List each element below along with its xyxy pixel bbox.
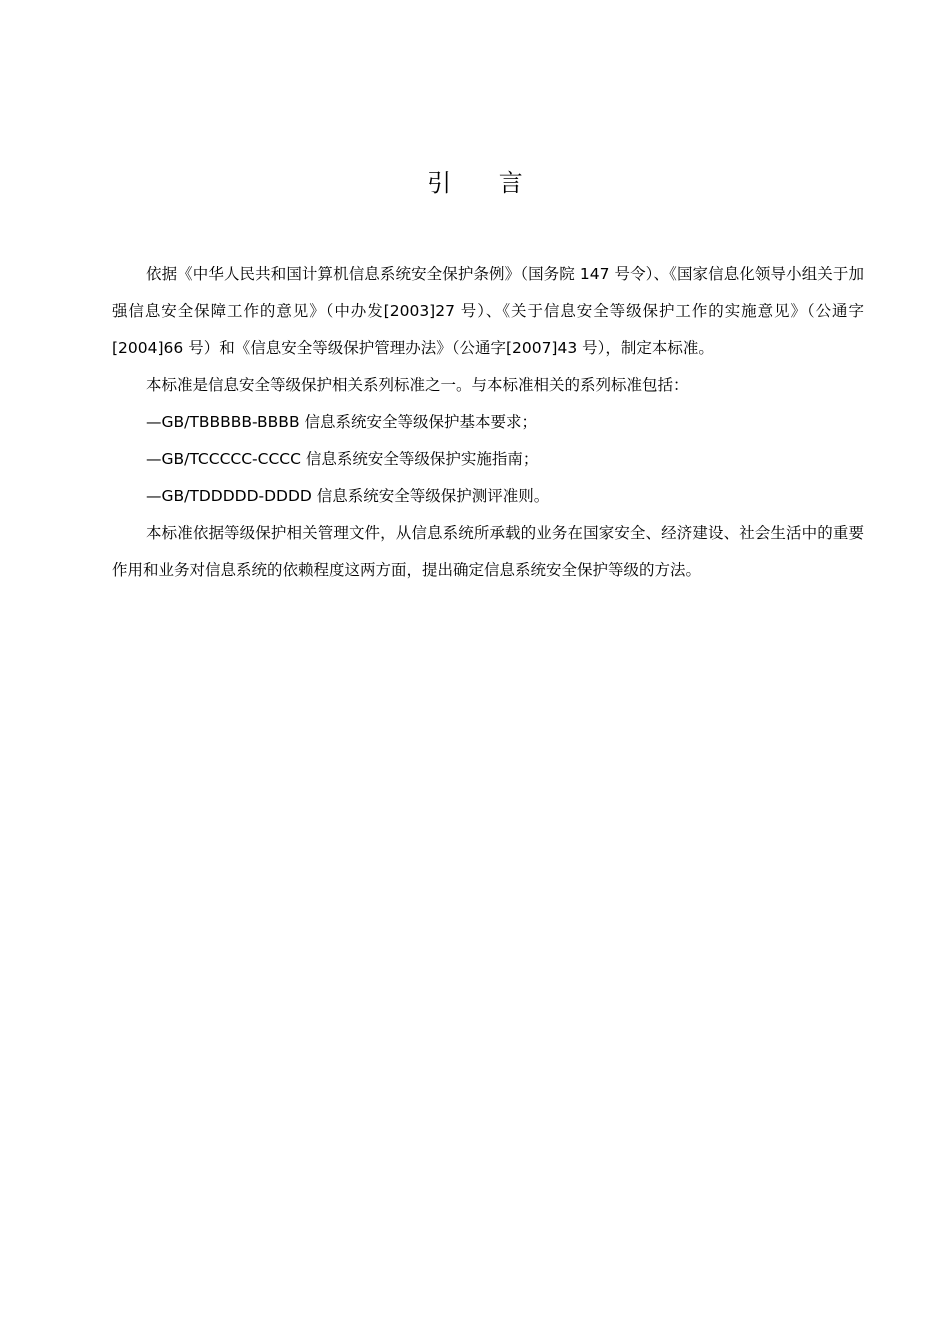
list-item-basic-requirements: —GB/TBBBBB-BBBB 信息系统安全等级保护基本要求； [146, 413, 538, 431]
paragraph-series-intro: 本标准是信息安全等级保护相关系列标准之一。与本标准相关的系列标准包括： [146, 376, 689, 394]
paragraph-method: 本标准依据等级保护相关管理文件，从信息系统所承载的业务在国家安全、经济建设、社会生活中的重要作用和业务对信息系统的依赖程度这两方面，提出确定信息系统安全保护等级的方法。 [112, 524, 864, 579]
page-title: 引 言 [427, 169, 543, 197]
list-item-implementation-guide: —GB/TCCCCC-CCCC 信息系统安全等级保护实施指南； [146, 450, 539, 468]
document-body [112, 256, 864, 589]
list-item-evaluation-criteria: —GB/TDDDDD-DDDD 信息系统安全等级保护测评准则。 [146, 487, 550, 505]
paragraph-basis: 依据《中华人民共和国计算机信息系统安全保护条例》（国务院 147 号令）、《国家信息化领导小组关于加强信息安全保障工作的意见》（中办发[2003]27 号）、《关于信息安全等级保护工作的实施意见》（公通字[2004]66 号）和《信息安全等级保护管理办法》（公通字[2007]43 号），制定本标准。 [112, 265, 864, 357]
